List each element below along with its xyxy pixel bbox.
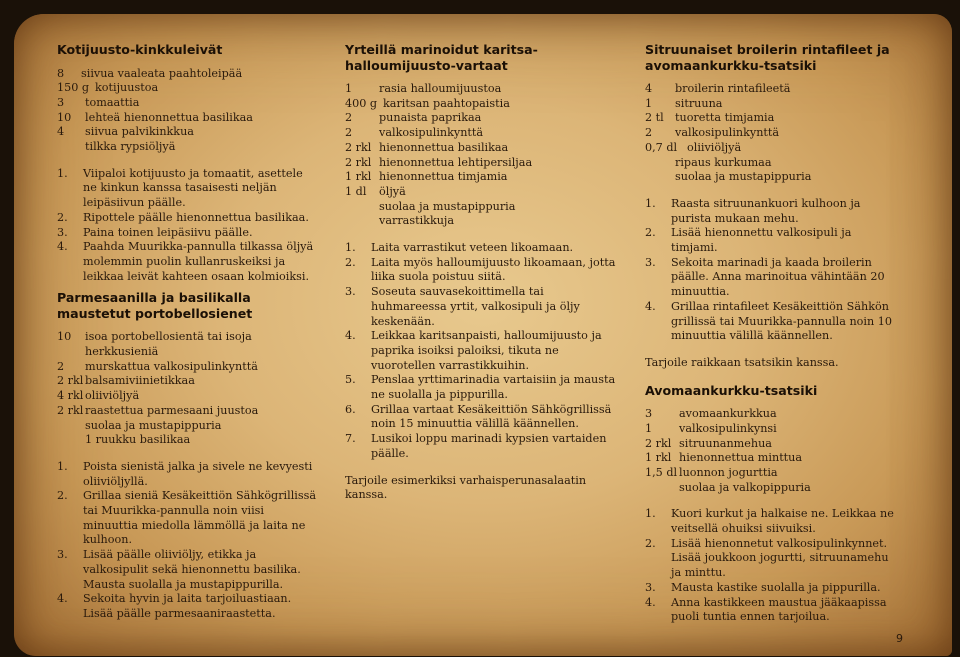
ingredient-list	[645, 82, 895, 185]
step-item: 3. Sekoita marinadi ja kaada broilerin päälle. Anna marinoitua vähintään 20 minuuttia.	[645, 255, 885, 299]
ingredient-list	[645, 407, 895, 495]
step-item: 2. Ripottele päälle hienonnettua basilikaa.	[57, 210, 309, 224]
ingredient-item: 1,5 dl luonnon jogurttia	[645, 465, 778, 479]
ingredient-list	[57, 67, 319, 155]
step-item: 1. Laita varrastikut veteen likoamaan.	[345, 241, 574, 255]
ingredient-item: 1 dl öljyä	[345, 184, 406, 198]
ingredient-item: suolaa ja valkopippuria	[679, 480, 811, 494]
ingredient-item: tilkka rypsiöljyä	[85, 140, 176, 154]
ingredient-item: suolaa ja mustapippuria	[85, 418, 222, 432]
ingredient-list	[57, 330, 319, 448]
step-item: 4. Paahda Muurikka-pannulla tilkassa öljyä molemmin puolin kullanruskeiksi ja leikkaa leivät kahteen osaan kolmioiksi.	[57, 240, 314, 283]
ingredient-item: 0,7 dl oliiviöljyä	[645, 140, 742, 154]
ingredient-item: 1 valkosipulinkynsi	[645, 421, 777, 435]
step-list	[57, 460, 319, 622]
step-item: 2. Lisää hienonnettu valkosipuli ja timjami.	[645, 226, 852, 255]
step-item: 3. Paina toinen leipäsiivu päälle.	[57, 225, 253, 239]
step-item: 7. Lusikoi loppu marinadi kypsien vartaiden päälle.	[345, 432, 607, 460]
recipe-title: Avomaankurkku-tsatsiki	[645, 382, 818, 398]
ingredient-item: 4 rkl oliiviöljyä	[57, 389, 140, 403]
ingredient-item: 150 g kotijuustoa	[57, 81, 159, 95]
ingredient-item: 1 rkl hienonnettua minttua	[645, 451, 803, 465]
step-list	[345, 241, 617, 462]
recipe-column-1	[57, 42, 319, 622]
step-item: 4. Leikkaa karitsanpaisti, halloumijuusto ja paprika isoiksi paloiksi, tikuta ne vuorotellen varrastikkuihin.	[345, 329, 602, 372]
ingredient-item: 1 sitruuna	[645, 96, 723, 110]
page-number: 9	[896, 632, 903, 645]
step-item: 4. Anna kastikkeen maustua jääkaapissa puoli tuntia ennen tarjoilua.	[645, 595, 887, 624]
ingredient-item: suolaa ja mustapippuria	[675, 170, 812, 184]
ingredient-item: 8 siivua vaaleata paahtoleipää	[57, 66, 243, 80]
recipe-title: Parmesaanilla ja basilikalla maustetut portobellosienet	[57, 290, 253, 321]
ingredient-item: 1 ruukku basilikaa	[85, 433, 191, 447]
step-item: 3. Lisää päälle oliiviöljy, etikka ja valkosipulit sekä hienonnettu basilika. Mausta suolalla ja mustapippurilla.	[57, 548, 301, 591]
ingredient-item: 2 rkl balsamiviinietikkaa	[57, 374, 195, 388]
ingredient-item: 2 rkl raastettua parmesaani juustoa	[57, 403, 259, 417]
step-item: 1. Kuori kurkut ja halkaise ne. Leikkaa ne veitsellä ohuiksi siivuiksi.	[645, 507, 894, 536]
step-item: 4. Grillaa rintafileet Kesäkeittiön Sähkön grillissä tai Muurikka-pannulla noin 10 minuuttia välillä käännellen.	[645, 299, 892, 343]
step-item: 2. Lisää hienonnetut valkosipulinkynnet. Lisää joukkoon jogurtti, sitruunamehu ja minttu.	[645, 536, 889, 580]
recipe-title: Kotijuusto-kinkkuleivät	[57, 42, 223, 57]
step-item: 1. Raasta sitruunankuori kulhoon ja purista mukaan mehu.	[645, 196, 861, 225]
step-item: 2. Laita myös halloumijuusto likoamaan, jotta liika suola poistuu siitä.	[345, 255, 616, 284]
step-item: 1. Viipaloi kotijuusto ja tomaatit, asettele ne kinkun kanssa tasaisesti neljän leipäsiivun päälle.	[57, 166, 303, 210]
recipe-title: Yrteillä marinoidut karitsa-halloumijuusto-vartaat	[345, 42, 538, 73]
ingredient-item: 2 valkosipulinkynttä	[645, 126, 780, 140]
serving-note: Tarjoile raikkaan tsatsikin kanssa.	[645, 355, 839, 369]
step-item: 2. Grillaa sieniä Kesäkeittiön Sähkögrillissä tai Muurikka-pannulla noin viisi minuuttia miedolla lämmöllä ja laita ne kulhoon.	[57, 489, 317, 547]
ingredient-item: 10 lehteä hienonnettua basilikaa	[57, 110, 253, 124]
ingredient-item: 4 broilerin rintafileetä	[645, 82, 791, 95]
ingredient-item: 3 tomaattia	[57, 95, 140, 109]
ingredient-item: ripaus kurkumaa	[675, 155, 772, 169]
ingredient-list	[345, 82, 617, 229]
recipe-column-3	[645, 42, 895, 625]
ingredient-item: 400 g karitsan paahtopaistia	[345, 96, 510, 110]
step-item: 3. Soseuta sauvasekoittimella tai huhmareessa yrtit, valkosipuli ja öljy keskenään.	[345, 285, 580, 328]
step-list	[645, 507, 895, 625]
ingredient-item: 1 rkl hienonnettua timjamia	[345, 170, 508, 184]
step-item: 3. Mausta kastike suolalla ja pippurilla.	[645, 580, 881, 594]
serving-note: Tarjoile esimerkiksi varhaisperunasalaatin kanssa.	[345, 473, 587, 502]
ingredient-item: 2 rkl hienonnettua basilikaa	[345, 140, 509, 154]
ingredient-item: 4 siivua palvikinkkua	[57, 125, 194, 139]
recipe-title: Sitruunaiset broilerin rintafileet ja avomaankurkku-tsatsiki	[645, 42, 890, 73]
ingredient-item: 2 punaista paprikaa	[345, 111, 482, 125]
ingredient-item: 1 rasia halloumijuustoa	[345, 82, 502, 95]
ingredient-item: 2 tl tuoretta timjamia	[645, 111, 775, 125]
step-item: 5. Penslaa yrttimarinadia vartaisiin ja mausta ne suolalla ja pippurilla.	[345, 373, 616, 402]
ingredient-item: 10 isoa portobellosientä tai isoja herkkusieniä	[57, 330, 252, 359]
ingredient-item: suolaa ja mustapippuria	[379, 199, 516, 213]
step-list	[645, 197, 895, 344]
recipe-column-2	[345, 42, 617, 503]
step-item: 1. Poista sienistä jalka ja sivele ne kevyesti oliiviöljyllä.	[57, 459, 313, 488]
ingredient-item: 3 avomaankurkkua	[645, 407, 777, 421]
ingredient-item: 2 valkosipulinkynttä	[345, 126, 484, 140]
ingredient-item: 2 murskattua valkosipulinkynttä	[57, 359, 258, 373]
ingredient-item: varrastikkuja	[379, 214, 455, 228]
step-list	[57, 167, 319, 285]
step-item: 4. Sekoita hyvin ja laita tarjoiluastiaan. Lisää päälle parmesaaniraastetta.	[57, 592, 292, 620]
ingredient-item: 2 rkl hienonnettua lehtipersiljaa	[345, 155, 533, 169]
step-item: 6. Grillaa vartaat Kesäkeittiön Sähkögrillissä noin 15 minuuttia välillä käännellen.	[345, 402, 612, 431]
ingredient-item: 2 rkl sitruunanmehua	[645, 436, 772, 450]
